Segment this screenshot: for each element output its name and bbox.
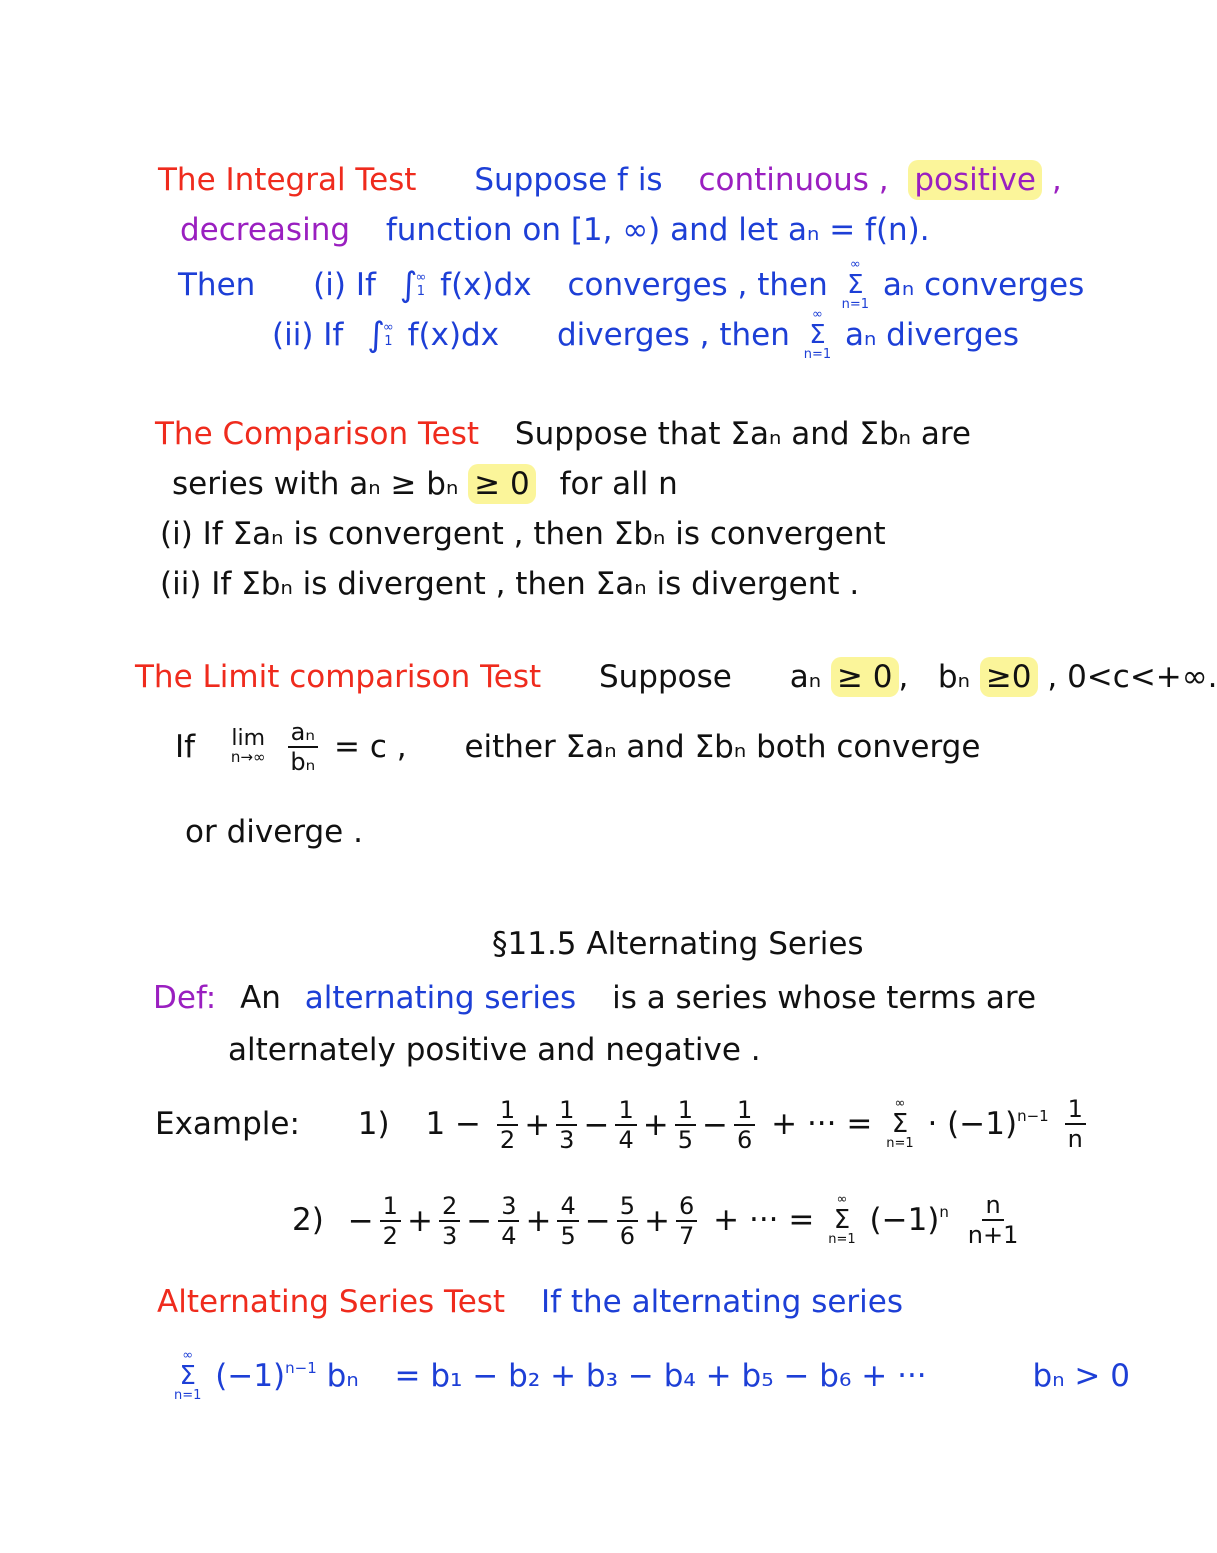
alternating-exponent: n−1 [285,1359,317,1377]
limit-comparison-title: The Limit comparison Test [135,658,542,695]
case-i-integrand: f(x)dx [440,267,532,303]
comparison-line2-b: for all n [559,465,678,502]
example-2-fraction [380,1191,401,1250]
limit-expression: lim n→∞ [230,726,266,766]
def-term: alternating series [304,979,577,1016]
limit-comparison-line-2 [175,715,980,777]
comparison-test-line1: Suppose that Σaₙ and Σbₙ are [514,415,971,452]
an-symbol: aₙ [789,658,822,695]
integral-sign-icon: ∫ [399,265,418,305]
integral-test-rest: function on [1, ∞) and let aₙ = f(n). [385,211,930,248]
example-2-fraction [557,1191,578,1250]
numerator: 1 [615,1098,636,1126]
alternating-test-rest: If the alternating series [540,1283,904,1320]
example-2-sign: − [466,1202,493,1239]
case-i-mid: converges , then [567,267,828,303]
denominator: 5 [560,1221,576,1250]
def-an: An [240,979,281,1016]
example-2-fraction [439,1191,460,1250]
numerator: 3 [498,1194,519,1222]
numerator: 1 [380,1194,401,1222]
def-line2: alternately positive and negative . [228,1031,761,1068]
example-2-sign: + [525,1202,552,1239]
example-1-fraction [675,1095,696,1154]
denominator: 2 [499,1125,516,1154]
alternating-condition: bₙ > 0 [1032,1357,1130,1394]
alternating-expansion: = b₁ − b₂ + b₃ − b₄ + b₅ − b₆ + ··· [394,1357,927,1394]
numerator: 2 [439,1194,460,1222]
bn-symbol: bₙ [937,658,970,695]
limit-comparison-rest: either Σaₙ and Σbₙ both converge [464,728,981,765]
comparison-test-line-2 [172,462,678,504]
example-2-sign: + [406,1202,433,1239]
suppose-word: Suppose [598,658,732,695]
numerator: 6 [676,1194,697,1222]
example-1-term: · (−1) [927,1105,1018,1142]
case-ii-integrand: f(x)dx [407,317,500,353]
integral-test-intro: Suppose f is [474,161,663,198]
example-1-fraction [497,1095,518,1154]
comparison-test-title: The Comparison Test [155,415,480,452]
an-nonneg-highlighted: ≥ 0 [831,657,899,697]
example-2-fraction [498,1191,519,1250]
example-2-sign: − [347,1202,374,1239]
numerator: 5 [617,1194,638,1222]
denominator: 4 [501,1221,517,1250]
definition-line-2 [228,1028,761,1070]
example-1-sign: − [701,1106,728,1143]
integral-test-line-2 [180,208,930,250]
example-1-number: 1) [357,1105,390,1142]
integral-lower-limit: 1 [416,284,426,299]
section-heading [492,922,864,964]
example-2-fraction [617,1191,638,1250]
integral-test-title: The Integral Test [158,161,417,198]
then-word: Then [178,267,256,303]
denominator: 3 [441,1221,458,1250]
limit-comparison-line-3 [185,810,363,852]
integral-test-line-1: The Integral Test Suppose f is continuous , positive , [158,161,1062,198]
comparison-line2-a: series with aₙ ≥ bₙ [172,465,459,502]
comparison-test-case-ii [160,562,859,604]
denominator: 5 [677,1125,693,1154]
example-1 [155,1084,1092,1157]
numerator: 1 [497,1098,518,1126]
example-2-tail: + ··· = [713,1201,815,1238]
example-1-fractions [491,1091,761,1157]
limit-comparison-line-1: The Limit comparison Test Suppose aₙ ≥ 0 , bₙ ≥0 , 0<c<+∞. [135,658,1217,695]
sum-symbol: ∞ Σ n=1 [841,257,870,312]
example-1-fraction [734,1095,755,1154]
example-1-lead: 1 − [425,1105,482,1142]
example-1-exponent: n−1 [1017,1107,1049,1125]
numerator: 1 [556,1098,577,1126]
comparison-test-line-1 [155,412,971,454]
nonnegative-highlighted: ≥ 0 [468,464,536,504]
equals-c: = c , [334,728,407,765]
example-2-fractions [348,1187,704,1253]
example-2-sign: − [584,1202,611,1239]
def-label: Def: [153,979,217,1016]
comparison-case-i-text: (i) If Σaₙ is convergent , then Σbₙ is convergent [160,515,886,552]
alternating-term: (−1) [215,1357,286,1394]
example-2-sign: + [644,1202,670,1239]
alternating-test-title: Alternating Series Test [157,1283,506,1320]
alternating-test-line-2 [170,1336,1130,1408]
continuous-word: continuous [698,161,869,198]
sum-symbol: ∞ Σ n=1 [886,1095,914,1151]
example-2 [292,1180,1027,1253]
example-2-number: 2) [292,1201,324,1238]
integral-sign-icon: ∫ [367,315,385,355]
denominator: 6 [619,1221,636,1250]
denominator: 6 [736,1125,753,1154]
positive-word-highlighted: positive [908,160,1042,200]
integral-test-line-3 [178,258,1084,312]
or-diverge-text: or diverge . [185,813,363,850]
denominator: 2 [382,1221,398,1250]
case-ii-end: aₙ diverges [844,317,1019,353]
sum-symbol: ∞ Σ n=1 [828,1191,856,1247]
example-1-fraction [615,1095,636,1154]
example-1-sign: − [583,1106,610,1143]
example-label: Example: [155,1105,300,1142]
comparison-test-case-i [160,512,886,554]
denominator: 3 [559,1125,575,1154]
example-1-general-fraction: $\frac{1}{n}$ [1065,1097,1086,1151]
section-heading-text: §11.5 Alternating Series [492,925,864,962]
case-i-label: (i) If [313,267,376,303]
integral-upper-limit: ∞ [415,270,427,285]
sum-symbol: ∞ Σ n=1 [174,1347,202,1403]
if-word: If [175,728,196,765]
case-ii-mid: diverges , then [556,317,790,353]
numerator: 4 [557,1194,578,1222]
denominator: 4 [618,1125,634,1154]
numerator: 1 [675,1098,696,1126]
bn-nonneg-highlighted: ≥0 [980,657,1038,697]
case-i-end: aₙ converges [882,267,1085,303]
example-1-sign: + [642,1106,669,1143]
example-1-fraction [556,1095,577,1154]
comparison-case-ii-text: (ii) If Σbₙ is divergent , then Σaₙ is divergent . [160,565,860,602]
alternating-bn: bₙ [326,1357,359,1394]
example-2-fraction [676,1191,697,1250]
integral-test-line-4: (ii) If ∫ ∞ 1 f(x)dx diverges , then ∞ Σ n=1 aₙ diverges [272,307,1019,362]
example-1-sign: + [524,1106,551,1143]
c-range: , 0<c<+∞. [1047,658,1217,695]
example-2-term: (−1) [869,1201,940,1238]
example-2-exponent: n [939,1203,949,1221]
decreasing-word: decreasing [180,211,351,248]
example-1-tail: + ··· = [771,1105,873,1142]
denominator: 7 [679,1221,695,1250]
def-rest: is a series whose terms are [612,979,1037,1016]
sum-symbol: ∞ Σ n=1 [803,307,832,362]
case-ii-label: (ii) If [272,317,344,353]
example-2-general-fraction: $\frac{n}{n+1}$ [967,1190,1019,1249]
alternating-test-line-1 [157,1280,903,1322]
an-over-bn-fraction: $\frac{\text{aₙ}}{\text{bₙ}}$ [287,720,318,774]
numerator: 1 [734,1098,755,1126]
definition-line-1 [153,976,1036,1018]
